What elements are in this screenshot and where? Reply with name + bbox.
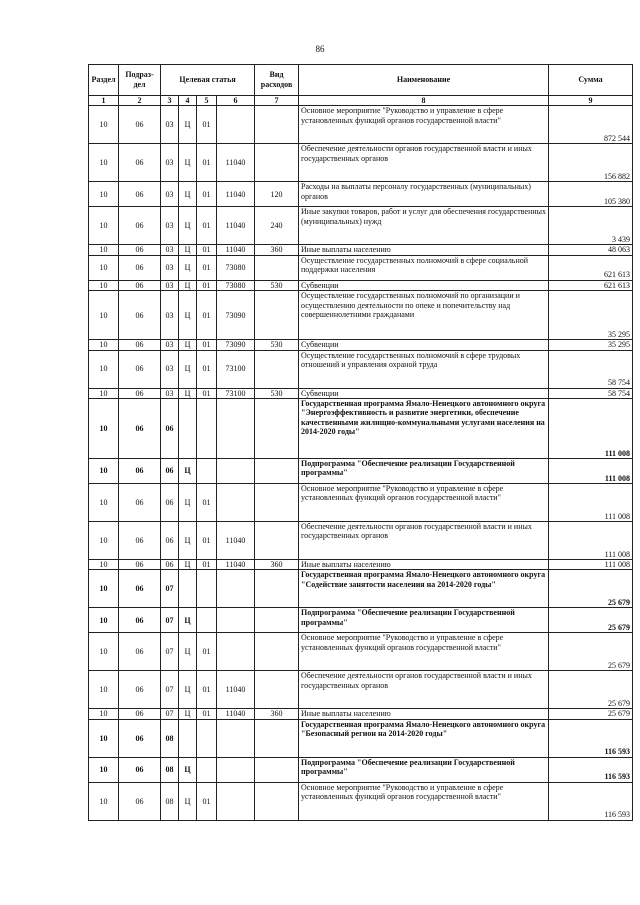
cell-event xyxy=(197,719,217,757)
cell-name: Иные выплаты населению xyxy=(299,560,549,570)
table-row xyxy=(89,709,633,719)
cell-razdel: 10 xyxy=(89,782,119,820)
table-row xyxy=(89,570,633,608)
cell-podrazdel: 06 xyxy=(119,340,161,350)
cell-expense-type: 530 xyxy=(255,340,299,350)
cell-podrazdel: 06 xyxy=(119,245,161,255)
cell-expense-type: 120 xyxy=(255,182,299,207)
table-row xyxy=(89,399,633,459)
column-number: 9 xyxy=(549,96,633,106)
cell-name: Основное мероприятие "Руководство и управление в сфере установленных функций органов государственной власти" xyxy=(299,484,549,522)
cell-podrazdel: 06 xyxy=(119,255,161,280)
cell-subprogram: Ц xyxy=(179,484,197,522)
cell-sum: 621 613 xyxy=(549,280,633,290)
cell-subprogram: Ц xyxy=(179,388,197,398)
cell-direction xyxy=(217,570,255,608)
cell-name: Иные выплаты населению xyxy=(299,245,549,255)
cell-podrazdel: 06 xyxy=(119,207,161,245)
cell-program: 06 xyxy=(161,399,179,459)
cell-subprogram: Ц xyxy=(179,182,197,207)
cell-program: 08 xyxy=(161,719,179,757)
cell-sum: 58 754 xyxy=(549,388,633,398)
cell-program: 03 xyxy=(161,144,179,182)
cell-name: Подпрограмма "Обеспечение реализации Государственной программы" xyxy=(299,757,549,782)
cell-name: Субвенции xyxy=(299,388,549,398)
cell-subprogram: Ц xyxy=(179,782,197,820)
cell-program: 03 xyxy=(161,245,179,255)
cell-program: 08 xyxy=(161,782,179,820)
cell-sum: 111 008 xyxy=(549,484,633,522)
cell-sum: 116 593 xyxy=(549,782,633,820)
cell-name: Государственная программа Ямало-Ненецкого автономного округа "Безопасный регион на 2014-2020 годы" xyxy=(299,719,549,757)
cell-direction xyxy=(217,633,255,671)
cell-razdel: 10 xyxy=(89,280,119,290)
cell-subprogram: Ц xyxy=(179,106,197,144)
cell-expense-type xyxy=(255,671,299,709)
cell-subprogram: Ц xyxy=(179,245,197,255)
cell-expense-type: 360 xyxy=(255,560,299,570)
cell-razdel: 10 xyxy=(89,144,119,182)
cell-name: Осуществление государственных полномочий в сфере трудовых отношений и управления охраной труда xyxy=(299,350,549,388)
cell-sum: 35 295 xyxy=(549,291,633,340)
cell-podrazdel: 06 xyxy=(119,144,161,182)
cell-direction xyxy=(217,484,255,522)
cell-name: Государственная программа Ямало-Ненецкого автономного округа "Содействие занятости населения на 2014-2020 годы" xyxy=(299,570,549,608)
cell-razdel: 10 xyxy=(89,671,119,709)
table-row xyxy=(89,782,633,820)
cell-razdel: 10 xyxy=(89,399,119,459)
cell-event xyxy=(197,399,217,459)
budget-table xyxy=(88,64,633,821)
cell-sum: 111 008 xyxy=(549,522,633,560)
cell-name: Иные выплаты населению xyxy=(299,709,549,719)
cell-expense-type xyxy=(255,608,299,633)
cell-podrazdel: 06 xyxy=(119,719,161,757)
cell-name: Подпрограмма "Обеспечение реализации Государственной программы" xyxy=(299,608,549,633)
table-row xyxy=(89,144,633,182)
cell-sum: 48 063 xyxy=(549,245,633,255)
cell-expense-type xyxy=(255,255,299,280)
cell-podrazdel: 06 xyxy=(119,522,161,560)
cell-expense-type xyxy=(255,570,299,608)
cell-podrazdel: 06 xyxy=(119,757,161,782)
cell-program: 03 xyxy=(161,388,179,398)
cell-direction xyxy=(217,106,255,144)
cell-sum: 25 679 xyxy=(549,570,633,608)
cell-name: Субвенции xyxy=(299,340,549,350)
cell-subprogram xyxy=(179,570,197,608)
cell-podrazdel: 06 xyxy=(119,633,161,671)
table-row xyxy=(89,245,633,255)
cell-razdel: 10 xyxy=(89,182,119,207)
cell-sum: 25 679 xyxy=(549,671,633,709)
cell-direction xyxy=(217,719,255,757)
cell-event: 01 xyxy=(197,484,217,522)
cell-event: 01 xyxy=(197,350,217,388)
cell-name: Обеспечение деятельности органов государственной власти и иных государственных органов xyxy=(299,144,549,182)
column-number: 7 xyxy=(255,96,299,106)
cell-podrazdel: 06 xyxy=(119,459,161,484)
cell-name: Осуществление государственных полномочий в сфере социальной поддержки населения xyxy=(299,255,549,280)
cell-program: 03 xyxy=(161,255,179,280)
cell-program: 03 xyxy=(161,340,179,350)
cell-expense-type xyxy=(255,719,299,757)
cell-event: 01 xyxy=(197,388,217,398)
cell-sum: 35 295 xyxy=(549,340,633,350)
cell-name: Обеспечение деятельности органов государственной власти и иных государственных органов xyxy=(299,522,549,560)
cell-direction xyxy=(217,757,255,782)
cell-subprogram: Ц xyxy=(179,522,197,560)
cell-program: 03 xyxy=(161,291,179,340)
column-number: 3 xyxy=(161,96,179,106)
cell-sum: 621 613 xyxy=(549,255,633,280)
cell-sum: 111 008 xyxy=(549,560,633,570)
cell-name: Осуществление государственных полномочий по организации и осуществлению деятельности по опеке и попечительству над совершеннолетними гражданами xyxy=(299,291,549,340)
cell-podrazdel: 06 xyxy=(119,399,161,459)
cell-sum: 105 380 xyxy=(549,182,633,207)
cell-expense-type xyxy=(255,399,299,459)
cell-event: 01 xyxy=(197,782,217,820)
cell-program: 03 xyxy=(161,207,179,245)
cell-event: 01 xyxy=(197,633,217,671)
cell-direction xyxy=(217,782,255,820)
cell-event: 01 xyxy=(197,709,217,719)
cell-event xyxy=(197,608,217,633)
cell-program: 06 xyxy=(161,522,179,560)
cell-expense-type xyxy=(255,459,299,484)
header-row xyxy=(89,65,633,96)
table-row xyxy=(89,757,633,782)
cell-razdel: 10 xyxy=(89,350,119,388)
cell-name: Подпрограмма "Обеспечение реализации Государственной программы" xyxy=(299,459,549,484)
cell-event: 01 xyxy=(197,522,217,560)
cell-direction: 11040 xyxy=(217,144,255,182)
cell-direction: 73100 xyxy=(217,350,255,388)
cell-program: 06 xyxy=(161,560,179,570)
column-number: 2 xyxy=(119,96,161,106)
cell-event xyxy=(197,757,217,782)
cell-podrazdel: 06 xyxy=(119,182,161,207)
table-row xyxy=(89,350,633,388)
cell-event: 01 xyxy=(197,560,217,570)
cell-podrazdel: 06 xyxy=(119,608,161,633)
cell-subprogram: Ц xyxy=(179,207,197,245)
cell-expense-type xyxy=(255,782,299,820)
table-row xyxy=(89,719,633,757)
table-row xyxy=(89,182,633,207)
cell-event: 01 xyxy=(197,182,217,207)
cell-sum: 111 008 xyxy=(549,459,633,484)
cell-podrazdel: 06 xyxy=(119,560,161,570)
cell-razdel: 10 xyxy=(89,560,119,570)
header-name: Наименование xyxy=(299,65,549,96)
column-number: 1 xyxy=(89,96,119,106)
cell-event: 01 xyxy=(197,144,217,182)
table-row xyxy=(89,255,633,280)
cell-direction: 11040 xyxy=(217,709,255,719)
cell-subprogram: Ц xyxy=(179,757,197,782)
cell-program: 03 xyxy=(161,182,179,207)
cell-direction: 11040 xyxy=(217,182,255,207)
cell-expense-type: 360 xyxy=(255,709,299,719)
table-row xyxy=(89,560,633,570)
cell-program: 03 xyxy=(161,280,179,290)
cell-sum: 25 679 xyxy=(549,633,633,671)
cell-subprogram: Ц xyxy=(179,633,197,671)
cell-program: 06 xyxy=(161,459,179,484)
cell-subprogram: Ц xyxy=(179,709,197,719)
table-row xyxy=(89,484,633,522)
cell-direction: 11040 xyxy=(217,671,255,709)
cell-name: Обеспечение деятельности органов государственной власти и иных государственных органов xyxy=(299,671,549,709)
column-number: 8 xyxy=(299,96,549,106)
cell-expense-type xyxy=(255,633,299,671)
table-row xyxy=(89,340,633,350)
cell-event: 01 xyxy=(197,291,217,340)
cell-direction: 11040 xyxy=(217,560,255,570)
cell-expense-type: 360 xyxy=(255,245,299,255)
cell-podrazdel: 06 xyxy=(119,280,161,290)
cell-direction xyxy=(217,399,255,459)
cell-razdel: 10 xyxy=(89,757,119,782)
table-row xyxy=(89,633,633,671)
page-number: 86 xyxy=(315,44,325,54)
table-row xyxy=(89,459,633,484)
column-number: 4 xyxy=(179,96,197,106)
column-number: 6 xyxy=(217,96,255,106)
cell-event: 01 xyxy=(197,280,217,290)
cell-program: 07 xyxy=(161,633,179,671)
cell-program: 07 xyxy=(161,608,179,633)
cell-name: Основное мероприятие "Руководство и управление в сфере установленных функций органов государственной власти" xyxy=(299,633,549,671)
header-podrazdel: Подраз-дел xyxy=(119,65,161,96)
cell-razdel: 10 xyxy=(89,484,119,522)
cell-sum: 58 754 xyxy=(549,350,633,388)
cell-podrazdel: 06 xyxy=(119,484,161,522)
cell-expense-type: 240 xyxy=(255,207,299,245)
table-row xyxy=(89,388,633,398)
cell-expense-type xyxy=(255,144,299,182)
cell-direction: 73090 xyxy=(217,340,255,350)
cell-razdel: 10 xyxy=(89,291,119,340)
cell-direction xyxy=(217,608,255,633)
header-target-article: Целевая статья xyxy=(161,65,255,96)
cell-podrazdel: 06 xyxy=(119,388,161,398)
cell-program: 08 xyxy=(161,757,179,782)
cell-subprogram: Ц xyxy=(179,608,197,633)
cell-event: 01 xyxy=(197,106,217,144)
cell-name: Иные закупки товаров, работ и услуг для обеспечения государственных (муниципальных) нужд xyxy=(299,207,549,245)
cell-podrazdel: 06 xyxy=(119,782,161,820)
column-number: 5 xyxy=(197,96,217,106)
cell-direction xyxy=(217,459,255,484)
cell-podrazdel: 06 xyxy=(119,106,161,144)
cell-event xyxy=(197,459,217,484)
cell-razdel: 10 xyxy=(89,570,119,608)
cell-direction: 73100 xyxy=(217,388,255,398)
cell-program: 07 xyxy=(161,570,179,608)
cell-expense-type: 530 xyxy=(255,388,299,398)
cell-podrazdel: 06 xyxy=(119,709,161,719)
cell-subprogram: Ц xyxy=(179,144,197,182)
cell-sum: 872 544 xyxy=(549,106,633,144)
cell-sum: 25 679 xyxy=(549,608,633,633)
cell-event: 01 xyxy=(197,671,217,709)
cell-event: 01 xyxy=(197,255,217,280)
cell-subprogram: Ц xyxy=(179,459,197,484)
cell-expense-type xyxy=(255,757,299,782)
cell-name: Субвенции xyxy=(299,280,549,290)
cell-razdel: 10 xyxy=(89,608,119,633)
cell-podrazdel: 06 xyxy=(119,570,161,608)
cell-razdel: 10 xyxy=(89,633,119,671)
cell-event: 01 xyxy=(197,340,217,350)
cell-name: Основное мероприятие "Руководство и управление в сфере установленных функций органов государственной власти" xyxy=(299,782,549,820)
table-row xyxy=(89,207,633,245)
cell-program: 03 xyxy=(161,350,179,388)
cell-subprogram: Ц xyxy=(179,340,197,350)
cell-razdel: 10 xyxy=(89,245,119,255)
cell-expense-type xyxy=(255,484,299,522)
cell-sum: 111 008 xyxy=(549,399,633,459)
table-row xyxy=(89,671,633,709)
cell-direction: 11040 xyxy=(217,522,255,560)
cell-program: 07 xyxy=(161,709,179,719)
cell-direction: 73080 xyxy=(217,255,255,280)
cell-subprogram: Ц xyxy=(179,350,197,388)
cell-razdel: 10 xyxy=(89,709,119,719)
cell-event: 01 xyxy=(197,207,217,245)
cell-razdel: 10 xyxy=(89,255,119,280)
cell-subprogram: Ц xyxy=(179,255,197,280)
cell-direction: 73090 xyxy=(217,291,255,340)
cell-podrazdel: 06 xyxy=(119,671,161,709)
cell-name: Основное мероприятие "Руководство и управление в сфере установленных функций органов государственной власти" xyxy=(299,106,549,144)
table-row xyxy=(89,280,633,290)
cell-podrazdel: 06 xyxy=(119,350,161,388)
header-sum: Сумма xyxy=(549,65,633,96)
cell-direction: 11040 xyxy=(217,245,255,255)
cell-expense-type xyxy=(255,350,299,388)
cell-subprogram: Ц xyxy=(179,560,197,570)
cell-razdel: 10 xyxy=(89,459,119,484)
header-razdel: Раздел xyxy=(89,65,119,96)
cell-name: Государственная программа Ямало-Ненецкого автономного округа "Энергоэффективность и развитие энергетики, обеспечение качественными жилищно-коммунальными услугами населения на 2014-2020 годы" xyxy=(299,399,549,459)
cell-sum: 156 882 xyxy=(549,144,633,182)
cell-razdel: 10 xyxy=(89,340,119,350)
cell-sum: 3 439 xyxy=(549,207,633,245)
table-row xyxy=(89,291,633,340)
cell-subprogram: Ц xyxy=(179,671,197,709)
cell-subprogram: Ц xyxy=(179,291,197,340)
cell-expense-type: 530 xyxy=(255,280,299,290)
cell-direction: 11040 xyxy=(217,207,255,245)
cell-razdel: 10 xyxy=(89,106,119,144)
table-row xyxy=(89,608,633,633)
cell-razdel: 10 xyxy=(89,388,119,398)
cell-name: Расходы на выплаты персоналу государственных (муниципальных) органов xyxy=(299,182,549,207)
table-row xyxy=(89,522,633,560)
cell-program: 06 xyxy=(161,484,179,522)
cell-expense-type xyxy=(255,291,299,340)
cell-event xyxy=(197,570,217,608)
column-number-row xyxy=(89,96,633,106)
cell-expense-type xyxy=(255,522,299,560)
cell-direction: 73080 xyxy=(217,280,255,290)
cell-razdel: 10 xyxy=(89,207,119,245)
header-expense-type: Вид расходов xyxy=(255,65,299,96)
cell-program: 03 xyxy=(161,106,179,144)
cell-subprogram: Ц xyxy=(179,280,197,290)
cell-podrazdel: 06 xyxy=(119,291,161,340)
cell-razdel: 10 xyxy=(89,719,119,757)
cell-sum: 116 593 xyxy=(549,719,633,757)
table-row xyxy=(89,106,633,144)
cell-event: 01 xyxy=(197,245,217,255)
cell-razdel: 10 xyxy=(89,522,119,560)
cell-sum: 25 679 xyxy=(549,709,633,719)
cell-subprogram xyxy=(179,719,197,757)
cell-expense-type xyxy=(255,106,299,144)
table-body xyxy=(89,106,633,820)
cell-sum: 116 593 xyxy=(549,757,633,782)
cell-program: 07 xyxy=(161,671,179,709)
cell-subprogram xyxy=(179,399,197,459)
